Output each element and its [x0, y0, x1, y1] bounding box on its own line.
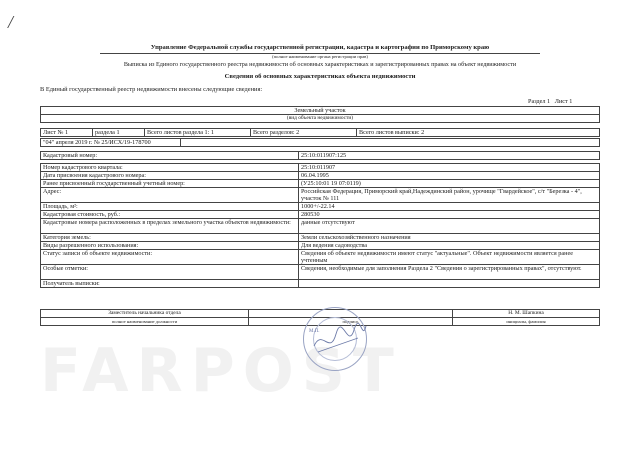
table-row: [41, 172, 600, 180]
field-value: данные отсутствуют: [299, 219, 600, 234]
signer-position-caption: полное наименование должности: [41, 318, 249, 326]
signature-caption: подпись: [249, 318, 453, 326]
field-label: Ранее присвоенный государственный учетный номер:: [41, 180, 299, 188]
field-value: 06.04.1995: [299, 172, 600, 180]
table-row: [41, 280, 600, 288]
table-row: [41, 180, 600, 188]
section-number: раздела 1: [93, 129, 145, 137]
field-value: 25:10:011907: [299, 164, 600, 172]
stamp-caption: М.П.: [309, 329, 320, 334]
object-type-caption: (вид объекта недвижимости): [41, 115, 600, 123]
table-row: [41, 203, 600, 211]
table-row: [41, 211, 600, 219]
intro-text: В Единый государственный реестр недвижимости внесены следующие сведения:: [40, 86, 263, 93]
watermark: FARPOST: [40, 336, 402, 406]
sheets-total: Всего листов выписки: 2: [357, 129, 600, 137]
field-label: Дата присвоения кадастрового номера:: [41, 172, 299, 180]
field-value: Сведения, необходимые для заполнения Раздела 2 "Сведения о зарегистрированных правах", отсутствуют.: [299, 265, 600, 280]
cadastral-number-table: [40, 151, 600, 160]
object-type: Земельный участок: [41, 107, 600, 115]
field-value: 280530: [299, 211, 600, 219]
sheet-label: Лист 1: [554, 98, 573, 105]
field-value: Для ведения садоводства: [299, 242, 600, 250]
signer-name-caption: инициалы, фамилия: [453, 318, 600, 326]
fields-table: [40, 163, 600, 288]
table-row: [41, 242, 600, 250]
corner-mark: /: [8, 12, 14, 32]
field-value: Сведения об объекте недвижимости имеют статус "актуальные". Объект недвижимости является ранее учтенным: [299, 250, 600, 265]
sections-total: Всего разделов: 2: [251, 129, 357, 137]
field-label: Особые отметки:: [41, 265, 299, 280]
issue-date: "04" апреля 2019 г.: [43, 139, 93, 146]
issue-table: [40, 138, 600, 147]
section-sheet-label: [528, 98, 572, 105]
field-label: Кадастровые номера расположенных в пределах земельного участка объектов недвижимости:: [41, 219, 299, 234]
field-label: Кадастровая стоимость, руб.:: [41, 211, 299, 219]
field-value: Российская Федерация, Приморский край,Надеждинский район, урочище "Гвардейское", с/т "Березка - 4", участок № 111: [299, 188, 600, 203]
object-type-table: [40, 106, 600, 123]
field-label: Номер кадастрового квартала:: [41, 164, 299, 172]
table-row: [41, 234, 600, 242]
agency-caption: (полное наименование органа регистрации прав): [272, 54, 368, 59]
field-value: 1000+/-22.14: [299, 203, 600, 211]
section-title: Сведения об основных характеристиках объекта недвижимости: [224, 73, 416, 80]
field-label: Адрес:: [41, 188, 299, 203]
section-label: Раздел 1: [528, 98, 551, 105]
field-label: Виды разрешенного использования:: [41, 242, 299, 250]
extract-title: Выписка из Единого государственного реестра недвижимости об основных характеристиках и зарегистрированных правах на объект недвижимости: [123, 61, 517, 68]
table-row: [41, 164, 600, 172]
field-label: Статус записи об объекте недвижимости:: [41, 250, 299, 265]
agency-name: Управление Федеральной службы государственной регистрации, кадастра и картографии по Приморскому краю: [150, 44, 490, 51]
issue-date-number: [41, 139, 181, 147]
field-value: [299, 280, 600, 288]
sheet-info-table: [40, 128, 600, 137]
field-label: Площадь, м²:: [41, 203, 299, 211]
signer-name: Н. М. Шапкина: [453, 310, 600, 318]
sheet-number: Лист № 1: [41, 129, 93, 137]
field-label: Категория земель:: [41, 234, 299, 242]
table-row: [41, 219, 600, 234]
field-label: Получатель выписки:: [41, 280, 299, 288]
field-label: Кадастровый номер:: [41, 152, 299, 160]
signer-position: Заместитель начальника отдела: [41, 310, 249, 318]
issue-spacer: [181, 139, 600, 147]
field-value: Земли сельскохозяйственного назначения: [299, 234, 600, 242]
table-row: [41, 188, 600, 203]
field-value: 25:10:011907:125: [299, 152, 600, 160]
handwritten-signature: [308, 316, 368, 366]
sheets-in-section: Всего листов раздела 1: 1: [145, 129, 251, 137]
issue-number: № 25/ИСХ/19-178700: [93, 139, 151, 146]
field-value: (У25:10:01 19 07:0119): [299, 180, 600, 188]
table-row: [41, 250, 600, 265]
table-row: [41, 265, 600, 280]
